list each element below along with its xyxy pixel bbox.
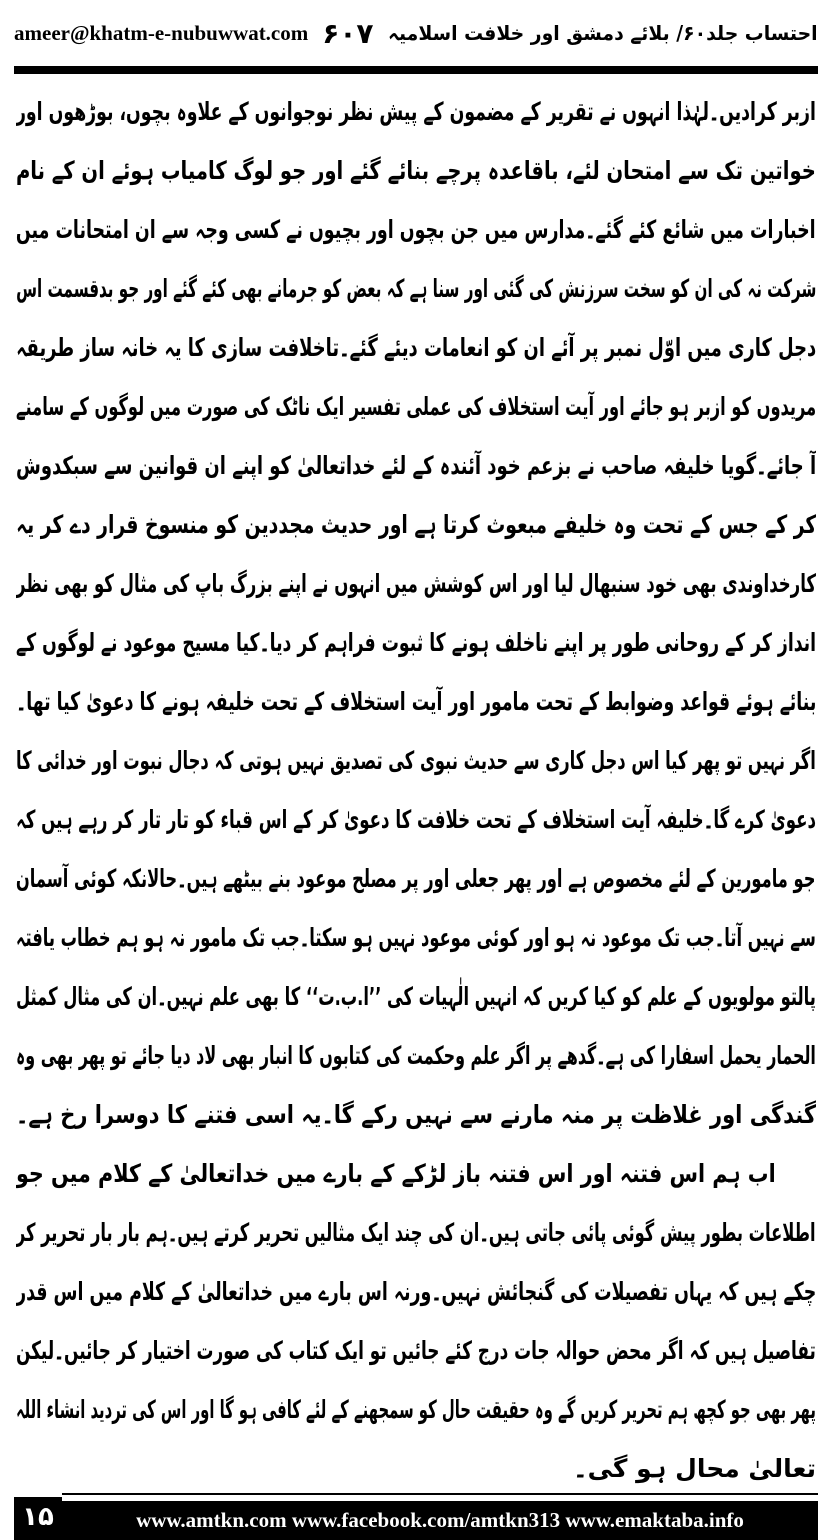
text-line-content: پالتو مولویوں کے علم کو کیا کریں کہ انہیں الٰہیات کی ’’ا.ب.ت‘‘ کا بھی علم نہیں۔ان کی مثال کمثل [16, 982, 816, 1011]
text-line [16, 1026, 816, 1085]
text-line-content: اب ہم اس فتنہ اور اس فتنہ باز لڑکے کے بارے میں خداتعالیٰ کے کلام میں جو [16, 1159, 776, 1188]
text-line [16, 377, 816, 436]
text-line [16, 259, 816, 318]
text-line [16, 672, 816, 731]
text-line-content: اخبارات میں شائع کئے گئے۔مدارس میں جن بچوں اور بچیوں نے کسی وجہ سے ان امتحانات میں [16, 215, 816, 244]
text-line [16, 318, 816, 377]
text-line [16, 1262, 816, 1321]
text-line-content: الحمار یحمل اسفارا کی ہے۔گدھے پر اگر علم وحکمت کی کتابوں کا انبار بھی لاد دیا جائے تو پھر بھی وہ [16, 1041, 816, 1070]
footer-links: www.amtkn.com www.facebook.com/amtkn313 www.emaktaba.info [62, 1501, 818, 1540]
text-line [16, 436, 816, 495]
header-book-title: احتساب جلد۶۰/ بلائے دمشق اور خلافت اسلامیہ [388, 21, 818, 45]
text-line [16, 1380, 816, 1439]
text-line-content: اطلاعات بطور پیش گوئی پائی جاتی ہیں۔ان کی چند ایک مثالیں تحریر کرتے ہیں۔ہم بار بار تحریر کر [16, 1218, 816, 1247]
text-line-content: کر کے جس کے تحت وہ خلیفے مبعوث کرتا ہے اور حدیث مجددین کو منسوخ قرار دے کر یہ [16, 510, 816, 539]
text-line-content: بنائے ہوئے قواعد وضوابط کے تحت مامور اور آیت استخلاف کے تحت خلیفہ ہونے کا دعویٰ کیا تھا۔ [16, 687, 816, 716]
text-line [16, 1085, 816, 1144]
text-line-content: پھر بھی جو کچھ ہم تحریر کریں گے وہ حقیقت حال کو سمجھنے کے لئے کافی ہو گا اور اس کی تردید انشاء اللہ [16, 1395, 816, 1424]
text-line-content: دجل کاری میں اوّل نمبر پر آئے ان کو انعامات دیئے گئے۔تاخلافت سازی کا یہ خانہ ساز طریقہ [16, 333, 816, 362]
text-line-content: تفاصیل ہیں کہ اگر محض حوالہ جات درج کئے جائیں تو ایک کتاب کی صورت اختیار کر جائیں۔لیکن [16, 1336, 816, 1365]
text-line [16, 554, 816, 613]
header-divider [14, 66, 818, 74]
text-line-content: اگر نہیں تو پھر کیا اس دجل کاری سے حدیث نبوی کی تصدیق نہیں ہوتی کہ دجال نبوت اور خدائی کا [16, 746, 816, 775]
footer-divider [62, 1493, 818, 1495]
text-line [16, 967, 816, 1026]
text-line [16, 613, 816, 672]
text-line-content: انداز کر کے روحانی طور پر اپنے ناخلف ہونے کا ثبوت فراہم کر دیا۔کیا مسیح موعود نے لوگوں کے [16, 628, 816, 657]
text-line-content: آ جائے۔گویا خلیفہ صاحب نے بزعم خود آئندہ کے لئے خداتعالیٰ کو اپنے ان قوانین سے سبکدوش [16, 451, 816, 480]
text-line-content: خواتین تک سے امتحان لئے، باقاعدہ پرچے بنائے گئے اور جو لوگ کامیاب ہوئے ان کے نام [16, 156, 816, 185]
text-line-content: دعویٰ کرے گا۔خلیفہ آیت استخلاف کے تحت خلافت کا دعویٰ کر کے اس قباء کو تار تار کر رہے ہیں کہ [16, 805, 816, 834]
text-line [16, 82, 816, 141]
header-email: ameer@khatm-e-nubuwwat.com [14, 20, 309, 45]
text-line-content: کارخداوندی بھی خود سنبھال لیا اور اس کوشش میں انہوں نے اپنے بزرگ باپ کی مثال کو بھی نظر [16, 569, 816, 598]
body-text [16, 82, 816, 1498]
text-line [16, 495, 816, 554]
text-line-content: چکے ہیں کہ یہاں تفصیلات کی گنجائش نہیں۔ورنہ اس بارے میں خداتعالیٰ کے کلام میں اس قدر [16, 1277, 816, 1306]
text-line-content: تعالیٰ محال ہو گی۔ [572, 1454, 816, 1483]
text-line [16, 200, 816, 259]
text-line-content: شرکت نہ کی ان کو سخت سرزنش کی گئی اور سنا ہے کہ بعض کو جرمانے بھی کئے گئے اور جو بدقسمت اس [16, 274, 816, 303]
text-line [16, 1439, 816, 1498]
text-line [16, 790, 816, 849]
text-line-content: جو مامورین کے لئے مخصوص ہے اور پھر جعلی اور پر مصلح موعود بنے بیٹھے ہیں۔حالانکہ کوئی آسمان [16, 864, 816, 893]
header-title-container [388, 21, 818, 45]
page-header [14, 8, 818, 58]
text-line [16, 908, 816, 967]
text-line-content: ازبر کرادیں۔لہٰذا انہوں نے تقریر کے مضمون کے پیش نظر نوجوانوں کے علاوہ بچوں، بوڑھوں اور [16, 97, 816, 126]
text-line [16, 731, 816, 790]
text-line [16, 1203, 816, 1262]
text-line [16, 141, 816, 200]
text-line-content: گندگی اور غلاظت پر منہ مارنے سے نہیں رکے گا۔یہ اسی فتنے کا دوسرا رخ ہے۔ [16, 1100, 816, 1129]
header-page-number: ۶۰۷ [322, 16, 374, 50]
text-line-content: سے نہیں آتا۔جب تک موعود نہ ہو اور کوئی موعود نہیں ہو سکتا۔جب تک مامور نہ ہو ہم خطاب یافتہ [16, 923, 816, 952]
text-line [16, 1321, 816, 1380]
footer-page-number: ۱۵ [14, 1497, 62, 1540]
text-line [16, 849, 816, 908]
text-line [16, 1144, 816, 1203]
text-line-content: مریدوں کو ازبر ہو جائے اور آیت استخلاف کی عملی تفسیر ایک ناٹک کی صورت میں لوگوں کے سامنے [16, 392, 816, 421]
